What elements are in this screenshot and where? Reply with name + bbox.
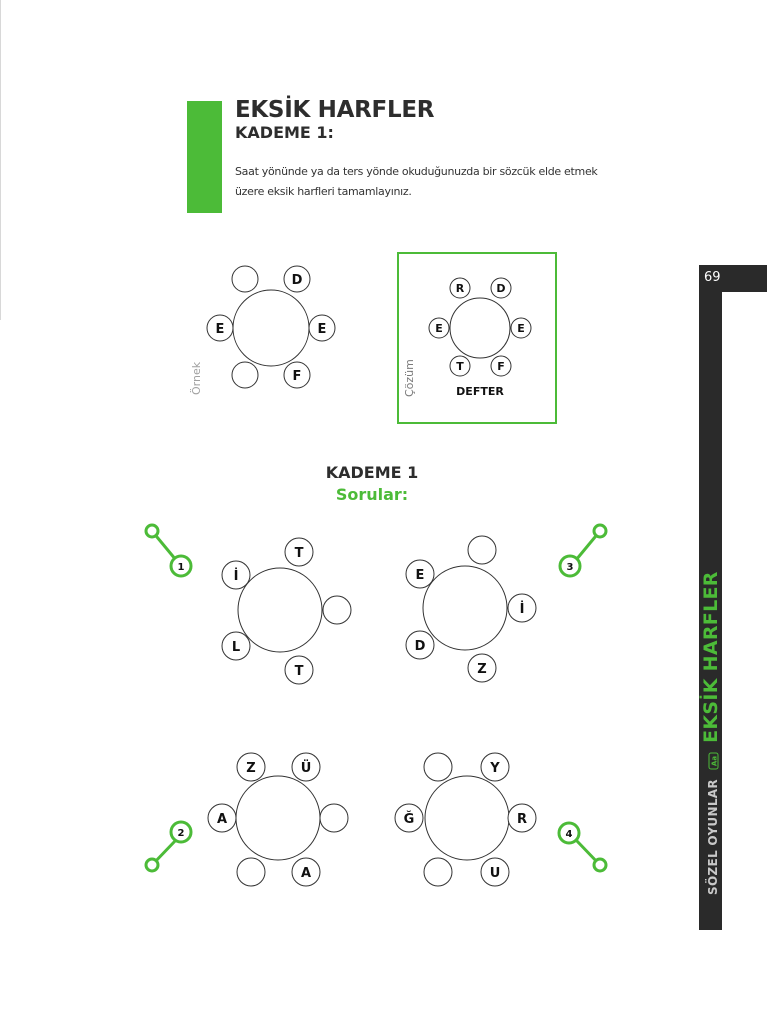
solution-letter: T	[456, 360, 464, 373]
puzzle-letter-slot[interactable]	[424, 858, 452, 886]
puzzle-marker-end	[594, 525, 606, 537]
puzzle-letter-slot[interactable]	[424, 753, 452, 781]
puzzle-number: 3	[566, 562, 574, 573]
puzzle-center-circle	[236, 776, 320, 860]
puzzle-marker-end	[594, 859, 606, 871]
puzzle-letter: Z	[246, 761, 256, 776]
section-title: KADEME 1	[325, 463, 419, 482]
puzzle-letter: İ	[519, 602, 525, 617]
puzzle-letter-slot[interactable]	[320, 804, 348, 832]
solution-label: Çözüm	[403, 359, 416, 397]
solution-letter: D	[496, 282, 506, 295]
puzzle-center-circle	[425, 776, 509, 860]
puzzle-letter: L	[231, 640, 241, 655]
example-letter: E	[317, 322, 327, 337]
puzzle-letter-slot[interactable]	[468, 536, 496, 564]
puzzle-letter: Y	[490, 761, 500, 776]
puzzle-marker-end	[146, 525, 158, 537]
solution-letter: E	[435, 322, 443, 335]
puzzle-number: 1	[177, 562, 185, 573]
chapter-title: EKSİK HARFLER	[700, 571, 722, 743]
puzzle-number: 2	[177, 828, 185, 839]
solution-letter: E	[517, 322, 525, 335]
puzzle-letter: D	[414, 639, 426, 654]
solution-center-circle	[450, 298, 510, 358]
example-puzzle	[207, 266, 335, 388]
instructions-text: Saat yönünde ya da ters yönde okuduğunuzda bir sözcük elde etmek üzere eksik harfleri tamamlayınız.	[235, 165, 598, 198]
solution-puzzle	[429, 278, 531, 376]
puzzle-marker-end	[146, 859, 158, 871]
example-letter-slot[interactable]	[232, 362, 258, 388]
puzzle-center-circle	[423, 566, 507, 650]
svg-text:Aa: Aa	[710, 755, 718, 767]
puzzle-letter-slot[interactable]	[323, 596, 351, 624]
page-subtitle: KADEME 1:	[235, 123, 334, 142]
puzzle-letter-slot[interactable]	[237, 858, 265, 886]
puzzle-letter: U	[489, 866, 501, 881]
puzzle-3	[406, 525, 606, 682]
section-subtitle: Sorular:	[335, 485, 409, 504]
example-label: Örnek	[190, 361, 203, 395]
page-number: 69	[704, 270, 721, 285]
chapter-label	[700, 535, 722, 895]
puzzle-letter: İ	[233, 569, 239, 584]
example-letter: D	[291, 273, 303, 288]
puzzle-4	[395, 753, 606, 886]
solution-letter: R	[455, 282, 465, 295]
example-letter: F	[292, 369, 302, 384]
solution-letter: F	[497, 360, 505, 373]
puzzle-letter: A	[216, 812, 228, 827]
puzzle-center-circle	[238, 568, 322, 652]
chapter-category: SÖZEL OYUNLAR	[706, 779, 720, 895]
page-title: EKSİK HARFLER	[235, 97, 435, 123]
puzzle-letter: Ü	[300, 761, 312, 776]
puzzle-number: 4	[565, 829, 573, 840]
puzzle-letter: T	[294, 664, 304, 679]
solution-word: DEFTER	[456, 385, 504, 398]
example-letter: E	[215, 322, 225, 337]
puzzle-letter: R	[516, 812, 528, 827]
puzzle-letter: A	[300, 866, 312, 881]
puzzle-letter: E	[415, 568, 425, 583]
example-letter-slot[interactable]	[232, 266, 258, 292]
letters-icon	[707, 752, 719, 770]
puzzle-2	[146, 753, 348, 886]
puzzle-letter: Z	[477, 662, 487, 677]
puzzle-1	[146, 525, 351, 684]
puzzle-letter: T	[294, 546, 304, 561]
example-center-circle	[233, 290, 309, 366]
puzzle-letter: Ğ	[403, 812, 415, 827]
